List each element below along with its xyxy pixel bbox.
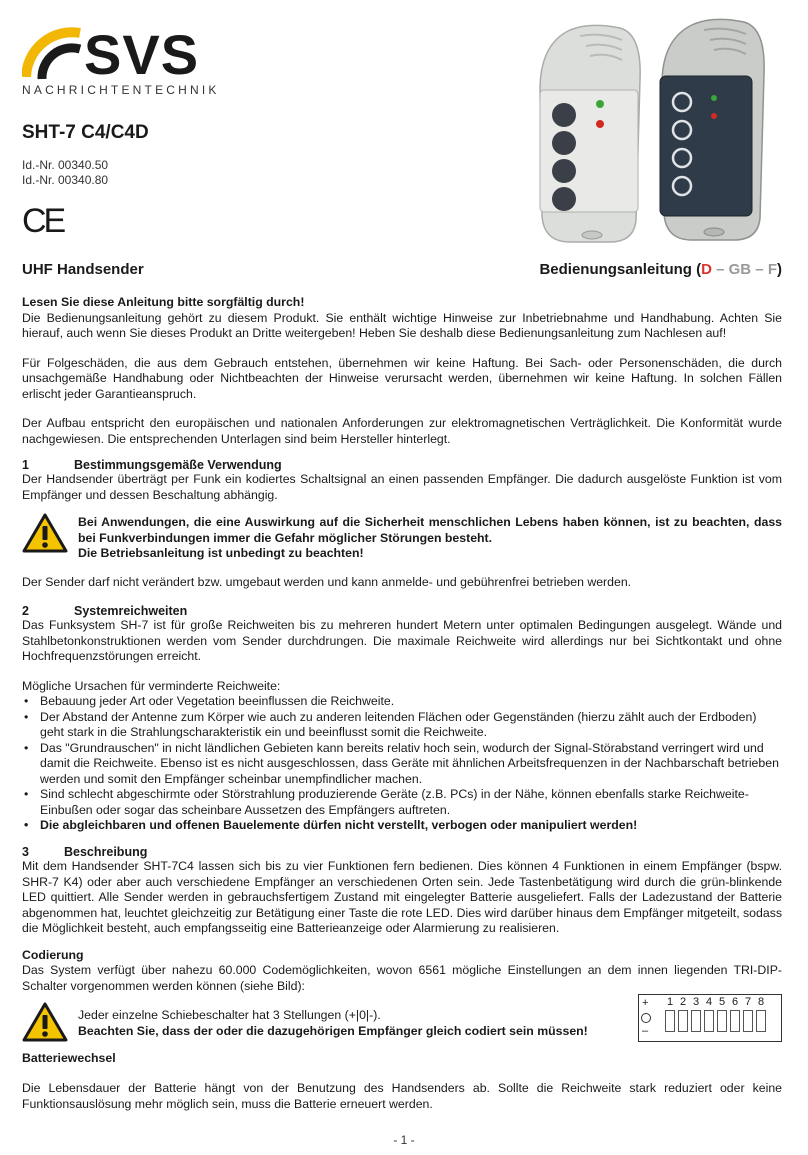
document-type-heading: UHF Handsender xyxy=(22,261,144,278)
intro-paragraph-2: Für Folgeschäden, die aus dem Gebrauch entstehen, übernehmen wir keine Haftung. Bei Sach- oder Personenschäden, die durch unsachgemäße Handhabung oder Nichtbeachten der Hinweise verursacht werden, übernehmen wir keine Haftung. In solchen Fällen erlischt jeder Garantieanspruch. xyxy=(22,355,782,401)
page-number: - 1 - xyxy=(393,1133,415,1147)
coding-text: Das System verfügt über nahezu 60.000 Codemöglichkeiten, wovon 6561 mögliche Einstellungen an dem innen liegenden TRI-DIP-Schalter vorgenommen werden können (siehe Bild): xyxy=(22,963,782,993)
intro-section xyxy=(22,295,782,447)
remote-control-dark-photo xyxy=(652,14,772,244)
dip-slider xyxy=(756,1010,766,1032)
coding-warning-text: Beachten Sie, dass der oder die dazugehörigen Empfänger gleich codiert sein müssen! xyxy=(78,1023,588,1038)
remote-control-light-photo xyxy=(530,20,650,245)
section-1-after: Der Sender darf nicht verändert bzw. umgebaut werden und kann anmelde- und gebührenfrei betrieben werden. xyxy=(22,575,632,589)
language-d: D xyxy=(701,261,712,278)
dip-slider xyxy=(730,1010,740,1032)
section-3-title: Beschreibung xyxy=(64,845,148,859)
id-number-1: Id.-Nr. 00340.50 xyxy=(22,158,109,172)
product-title: SHT-7 C4/C4D xyxy=(22,122,149,143)
language-gb: GB xyxy=(728,261,752,278)
section-3-number: 3 xyxy=(22,845,29,859)
intro-paragraph-3: Der Aufbau entspricht den europäischen und nationalen Anforderungen zur elektromagnetischen Verträglichkeit. Die Konformität wurde nachgewiesen. Die entsprechenden Unterlagen sind beim Hersteller hinterlegt. xyxy=(22,416,782,446)
section-1-text: Der Handsender überträgt per Funk ein kodiertes Schaltsignal an einen passenden Empfänger. Die dadurch ausgelöste Funktion ist vom Empfänger und dessen Beschaltung abhängig. xyxy=(22,472,782,502)
dip-number: 6 xyxy=(732,996,739,1008)
battery-text: Die Lebensdauer der Batterie hängt von der Benutzung des Handsenders ab. Sollte die Reichweite stark reduziert oder keine Funktionsauslösung mehr möglich sein, muss die Batterie erneuert werden. xyxy=(22,1081,782,1111)
list-item: • Der Abstand der Antenne zum Körper wie auch zu anderen leitenden Flächen oder Gegenständen (hierzu zählt auch der Erdboden) geht stark in die Strahlungscharakteristik ein und beeinflusst somit die Reichweite. xyxy=(22,710,782,741)
language-heading-suffix: ) xyxy=(777,261,782,278)
coding-note: Jeder einzelne Schiebeschalter hat 3 Stellungen (+|0|-). xyxy=(78,1008,381,1022)
dip-number: 3 xyxy=(693,996,700,1008)
dip-number: 5 xyxy=(719,996,726,1008)
dip-slider xyxy=(743,1010,753,1032)
dip-number: 1 xyxy=(667,996,674,1008)
intro-bold-line: Lesen Sie diese Anleitung bitte sorgfältig durch! xyxy=(22,295,305,309)
language-sep-2: – xyxy=(751,261,768,278)
dip-number: 7 xyxy=(745,996,752,1008)
dip-switch-diagram xyxy=(638,994,782,1042)
section-1-number: 1 xyxy=(22,458,29,472)
brand-logo xyxy=(22,25,222,100)
safety-warning xyxy=(78,515,782,562)
language-heading-prefix: Bedienungsanleitung ( xyxy=(539,261,702,278)
dip-minus-label: – xyxy=(642,1025,649,1037)
language-heading xyxy=(539,261,782,278)
coding-title: Codierung xyxy=(22,947,84,962)
coding-warning xyxy=(78,1008,638,1039)
list-item: • Sind schlecht abgeschirmte oder Störstrahlung produzierende Geräte (z.B. PCs) in der Nähe, können ebenfalls starke Reichweite-Einbußen oder sogar das scheinbare Aussetzen des Empfängers auftreten. xyxy=(22,787,782,818)
section-2 xyxy=(22,604,782,834)
dip-plus-label: + xyxy=(642,997,649,1009)
section-1 xyxy=(22,458,782,503)
safety-warning-text: Bei Anwendungen, die eine Auswirkung auf die Sicherheit menschlichen Lebens haben können, ist zu beachten, dass bei Funkverbindungen immer die Gefahr möglicher Störungen besteht. xyxy=(78,515,782,545)
range-causes-list xyxy=(22,694,782,834)
list-item: • Bebauung jeder Art oder Vegetation beeinflussen die Reichweite. xyxy=(22,694,782,710)
dip-number: 2 xyxy=(680,996,687,1008)
section-3 xyxy=(22,845,782,994)
dip-number: 8 xyxy=(758,996,765,1008)
logo-wordmark: SVS xyxy=(84,23,200,86)
dip-pin-icon xyxy=(641,1013,651,1023)
dip-number: 4 xyxy=(706,996,713,1008)
language-f: F xyxy=(767,261,777,278)
section-3-text: Mit dem Handsender SHT-7C4 lassen sich bis zu vier Funktionen fern bedienen. Dies können 4 Funktionen in einem Empfänger (bspw. SHR-7 K4) oder aber auch verschiedene Empfänger an verschiedenen Orten sein. Jede Tastenbetätigung wird durch die grün-blinkende LED quittiert. Alle Sender werden in gebrauchsfertigem Zustand mit eingelegter Batterie ausgeliefert. Falls der Ladezustand der Batterie abgenommen hat, leuchtet gleichzeitig zur Betätigung einer Taste die rote LED. Dies wird darüber hinaus dem Empfänger mitgeteilt, sodass die Möglichkeit besteht, auch empfangsseitig eine Batterieanzeige oder Alarmierung zu realisieren. xyxy=(22,859,782,935)
list-item-warning: • Die abgleichbaren und offenen Bauelemente dürfen nicht verstellt, verbogen oder manipuliert werden! xyxy=(22,818,782,834)
logo-arc-icon xyxy=(22,27,84,83)
section-1-title: Bestimmungsgemäße Verwendung xyxy=(74,458,282,472)
range-causes-intro: Mögliche Ursachen für verminderte Reichweite: xyxy=(22,678,281,693)
battery-title: Batteriewechsel xyxy=(22,1051,116,1065)
warning-triangle-icon xyxy=(22,513,68,553)
list-item: • Das "Grundrauschen" in nicht ländlichen Gebieten kann bereits relativ hoch sein, wodurch der Signal-Störabstand verringert wird und damit die Reichweite. Ebenso ist es nicht ausgeschlossen, dass Geräte mit ähnlichen Arbeitsfrequenzen in der Nachbarschaft betrieben werden und somit den Empfänger scheinbar unempfindlicher machen. xyxy=(22,741,782,788)
section-2-title: Systemreichweiten xyxy=(74,604,188,618)
section-2-text: Das Funksystem SH-7 ist für große Reichweiten bis zu mehreren hundert Metern unter optimalen Bedingungen ausgelegt. Wände und Stahlbetonkonstruktionen werden vom Sender durchdrungen. Die maximale Reichweite wird allerdings nur bei Sichtkontakt und ohne Hochfrequenzstörungen erreicht. xyxy=(22,618,782,663)
dip-slider xyxy=(704,1010,714,1032)
section-1-heading xyxy=(22,458,782,472)
section-2-heading xyxy=(22,604,782,618)
dip-slider xyxy=(691,1010,701,1032)
dip-slider xyxy=(717,1010,727,1032)
dip-slider xyxy=(665,1010,675,1032)
language-sep-1: – xyxy=(711,261,729,278)
warning-triangle-icon xyxy=(22,1002,68,1042)
section-3-heading xyxy=(22,845,782,859)
id-number-2: Id.-Nr. 00340.80 xyxy=(22,173,109,187)
ce-mark: CE xyxy=(22,202,64,240)
logo-subtitle: NACHRICHTENTECHNIK xyxy=(22,83,220,97)
intro-paragraph-1: Die Bedienungsanleitung gehört zu diesem Produkt. Sie enthält wichtige Hinweise zur Inbetriebnahme und Handhabung. Achten Sie hierauf, auch wenn Sie dieses Produkt an Dritte weitergeben! Heben Sie deshalb diese Bedienungsanleitung zum Nachlesen auf! xyxy=(22,310,782,340)
dip-slider xyxy=(678,1010,688,1032)
safety-warning-instruction: Die Betriebsanleitung ist unbedingt zu beachten! xyxy=(78,546,364,560)
section-2-number: 2 xyxy=(22,604,29,618)
